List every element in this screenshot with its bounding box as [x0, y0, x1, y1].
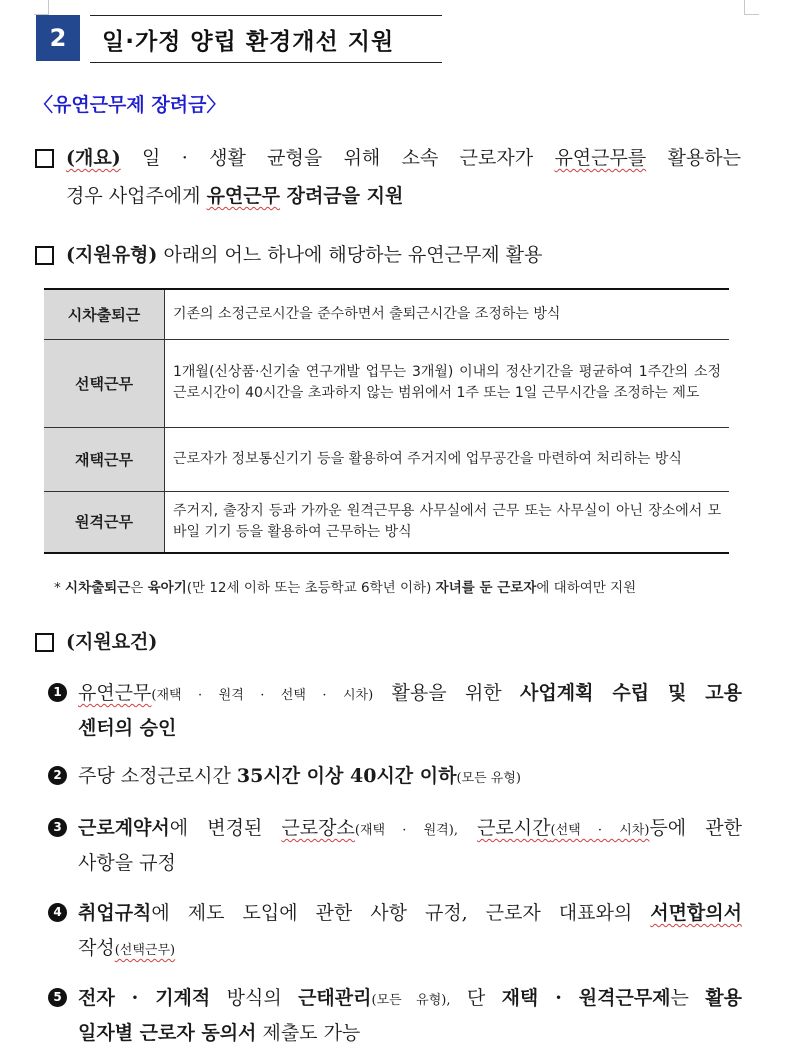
req4-bold-2: 서면합의서 — [650, 902, 742, 924]
req3-text-1: 에 변경된 — [169, 817, 282, 839]
footnote-text-1: 은 — [130, 580, 148, 596]
req5-bold-3: 재택 · 원격근무제 — [501, 987, 671, 1009]
req5-text-3: 는 — [670, 987, 706, 1009]
req3-term-2: 근로시간 — [477, 817, 551, 839]
requirements-label: (지원요건) — [66, 631, 158, 653]
requirement-4-line-2 — [78, 933, 175, 960]
overview-text-b: 활용하는 — [646, 147, 741, 169]
support-type-line — [66, 240, 542, 267]
req5-text-1: 방식의 — [210, 987, 299, 1009]
requirement-2-line-1 — [78, 761, 521, 788]
req3-term-1: 근로장소 — [281, 817, 355, 839]
req1-term: 유연근무 — [78, 682, 152, 704]
req2-bold: 35시간 이상 40시간 이하 — [236, 765, 457, 787]
table-row — [44, 289, 729, 339]
req3-text-2 — [458, 817, 477, 839]
flexible-work-types-table — [44, 288, 729, 554]
section-title: 일·가정 양립 환경개선 지원 — [102, 29, 395, 55]
type-name-cell: 선택근무 — [44, 339, 165, 427]
footnote — [54, 576, 636, 596]
requirement-1-line-2: 센터의 승인 — [78, 717, 177, 739]
req1-text: 활용을 위한 — [373, 682, 521, 704]
footnote-text-3: 에 대하여만 지원 — [536, 580, 637, 596]
overview-line-1 — [66, 143, 741, 170]
overview-bold-text: 장려금을 지원 — [279, 185, 404, 207]
overview-line2-text: 경우 사업주에게 — [66, 185, 207, 207]
type-desc-cell: 1개월(신상품·신기술 연구개발 업무는 3개월) 이내의 정산기간을 평균하여 1주간의 소정근로시간이 40시간을 초과하지 않는 범위에서 1주 또는 1일 근무시간을 조정하는 제도 — [165, 339, 730, 427]
overview-text-a: 일 · 생활 균형을 위해 소속 근로자가 — [120, 147, 555, 169]
req4-line2-types: (선택근무) — [114, 943, 176, 958]
req4-text: 에 제도 도입에 관한 사항 규정, 근로자 대표와의 — [151, 902, 651, 924]
requirement-3-line-2: 사항을 규정 — [78, 852, 176, 874]
section-number-badge: 2 — [36, 15, 80, 61]
footnote-term-2: 육아기 — [147, 580, 187, 596]
req5-line2-bold: 일자별 근로자 동의서 — [78, 1022, 257, 1044]
req5-types: (모든 유형), — [371, 993, 451, 1008]
requirement-5-line-2 — [78, 1018, 360, 1045]
req5-bold-1: 전자 · 기계적 — [78, 987, 211, 1009]
footnote-term-1: 시차출퇴근 — [65, 580, 131, 596]
requirement-bullet-4-icon: 4 — [48, 903, 67, 922]
req2-types: (모든 유형) — [456, 771, 521, 786]
type-name-cell: 원격근무 — [44, 491, 165, 553]
footnote-star: * — [54, 580, 66, 596]
overview-bold-term: 유연근무 — [206, 185, 280, 207]
section-header — [36, 15, 442, 63]
overview-line-2 — [66, 181, 403, 208]
footnote-text-2: (만 12세 이하 또는 초등학교 6학년 이하) — [186, 580, 436, 596]
requirement-bullet-5-icon: 5 — [48, 988, 67, 1007]
support-type-label: (지원유형) — [66, 244, 158, 266]
req3-bold: 근로계약서 — [78, 817, 170, 839]
table-row — [44, 339, 729, 427]
requirements-checkbox-icon — [35, 633, 54, 652]
req4-line2-text: 작성 — [78, 937, 115, 959]
req3-types-2: (선택 · 시차) — [550, 823, 650, 838]
table-row — [44, 427, 729, 491]
req3-types-1: (재택 · 원격), — [354, 823, 458, 838]
req1-types: (재택 · 원격 · 선택 · 시차) — [151, 688, 374, 703]
overview-label: (개요) — [66, 147, 121, 169]
overview-checkbox-icon — [35, 149, 54, 168]
req5-bold-4: 활용 — [705, 987, 742, 1009]
type-desc-cell: 주거지, 출장지 등과 가까운 원격근무용 사무실에서 근무 또는 사무실이 아닌 장소에서 모바일 기기 등을 활용하여 근무하는 방식 — [165, 491, 730, 553]
type-name-cell: 재택근무 — [44, 427, 165, 491]
footnote-term-3: 자녀를 둔 근로자 — [435, 580, 537, 596]
page-corner-mark-right — [744, 0, 759, 15]
req1-bold: 사업계획 수립 및 고용 — [520, 682, 743, 704]
subheading: 〈유연근무제 장려금〉 — [34, 94, 226, 116]
table-row — [44, 491, 729, 553]
type-desc-cell: 근로자가 정보통신기기 등을 활용하여 주거지에 업무공간을 마련하여 처리하는 방식 — [165, 427, 730, 491]
type-desc-cell: 기존의 소정근로시간을 준수하면서 출퇴근시간을 조정하는 방식 — [165, 289, 730, 339]
requirement-5-line-1 — [78, 983, 742, 1010]
req4-bold-1: 취업규칙 — [78, 902, 152, 924]
req3-text-3: 등에 관한 — [649, 817, 742, 839]
req5-bold-2: 근태관리 — [298, 987, 372, 1009]
requirement-1-line-1 — [78, 678, 742, 705]
support-type-text: 아래의 어느 하나에 해당하는 유연근무제 활용 — [157, 244, 543, 266]
req5-text-2: 단 — [450, 987, 502, 1009]
requirement-bullet-3-icon: 3 — [48, 818, 67, 837]
requirement-bullet-2-icon: 2 — [48, 766, 67, 785]
page-corner-mark-left — [34, 0, 49, 15]
requirement-4-line-1 — [78, 898, 742, 925]
requirement-bullet-1-icon: 1 — [48, 683, 67, 702]
section-title-box — [90, 15, 442, 63]
overview-underlined-term: 유연근무를 — [554, 147, 647, 169]
type-name-cell: 시차출퇴근 — [44, 289, 165, 339]
support-type-checkbox-icon — [35, 246, 54, 265]
req2-text: 주당 소정근로시간 — [78, 765, 237, 787]
req5-line2-text: 제출도 가능 — [256, 1022, 361, 1044]
requirement-3-line-1 — [78, 813, 742, 840]
